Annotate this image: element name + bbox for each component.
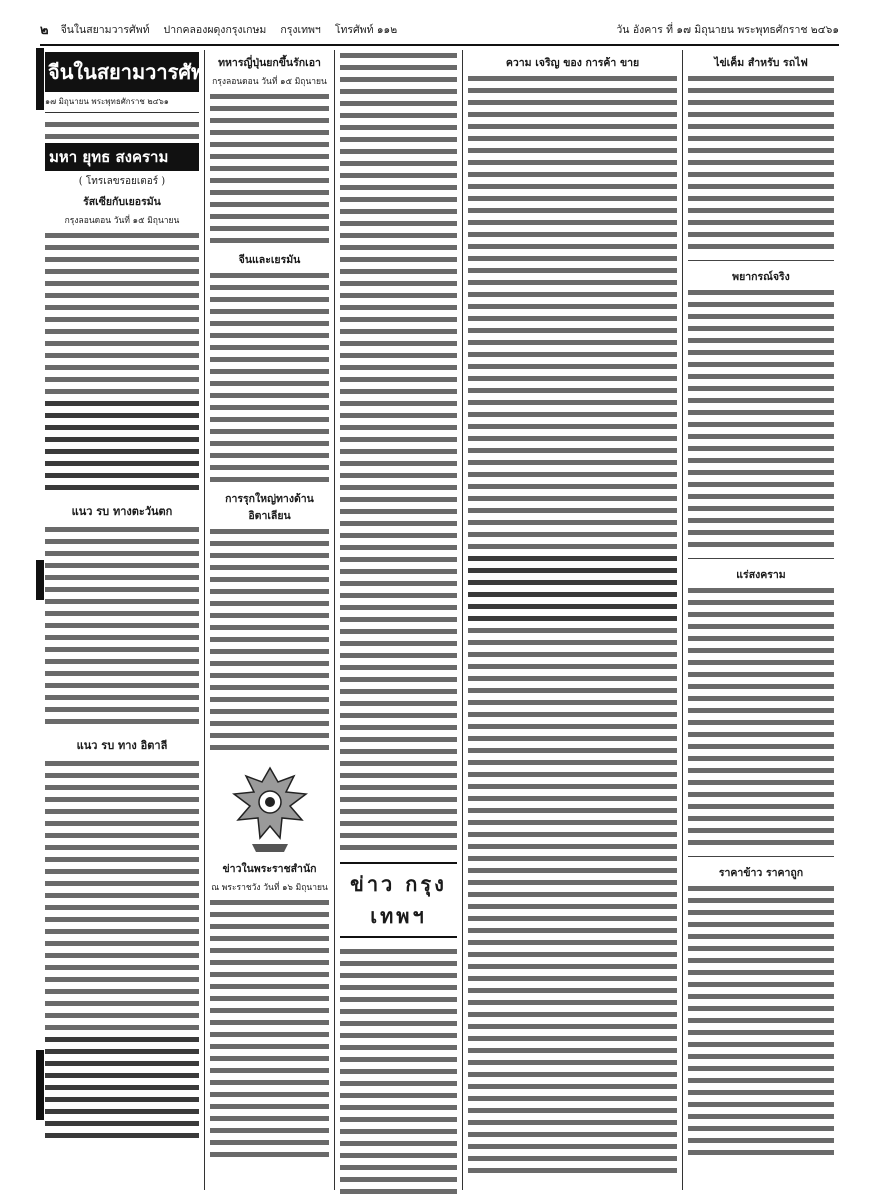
article-text <box>45 230 199 398</box>
article-text <box>468 553 677 625</box>
article-text <box>688 883 834 1159</box>
article-text <box>688 73 834 253</box>
headline-italy: การรุกใหญ่ทางด้าน อิตาเลียน <box>225 493 314 522</box>
article-text <box>340 50 457 854</box>
column-4 <box>462 50 682 1190</box>
article-text <box>210 91 329 247</box>
article-text <box>340 946 457 1198</box>
publisher-address: ปากคลองผดุงกรุงเกษม <box>163 23 267 36</box>
headline-railway: ไข่เค็ม สำหรับ รถไฟ <box>714 57 808 69</box>
headline-royal-court: ข่าวในพระราชสำนัก <box>222 863 317 875</box>
masthead-text <box>45 119 199 143</box>
headline-rice-price: ราคาข้าว ราคาถูก <box>718 867 804 879</box>
dateline-japan: กรุงลอนดอน วันที่ ๑๕ มิถุนายน <box>212 77 327 87</box>
article-text <box>45 1034 199 1142</box>
dateline-royal: ณ พระราชวัง วันที่ ๑๖ มิถุนายน <box>211 883 328 893</box>
columns <box>40 50 839 1190</box>
column-3 <box>334 50 462 1190</box>
column-5 <box>682 50 839 1190</box>
article-text <box>45 758 199 1034</box>
page-number: ๒ <box>40 22 49 38</box>
section-divider <box>688 856 834 857</box>
section-western-front: แนว รบ ทางตะวันตก <box>71 505 173 518</box>
article-text <box>45 398 199 494</box>
article-text <box>688 287 834 551</box>
article-text <box>210 897 329 1161</box>
nameplate: จีนในสยามวารศัพท์ <box>45 52 199 92</box>
running-masthead: จีนในสยามวารศัพท์ <box>60 23 150 36</box>
article-text <box>45 524 199 728</box>
column-2 <box>204 50 334 1190</box>
war-subtitle: ( โทรเลขรอยเตอร์ ) <box>78 176 166 187</box>
royal-emblem <box>210 760 329 856</box>
section-italian-front: แนว รบ ทาง อิตาลี <box>76 739 168 752</box>
article-text <box>210 270 329 486</box>
issue-date: วัน อังคาร ที่ ๑๗ มิถุนายน พระพุทธศักราช ๒๔๖๑ <box>616 23 839 36</box>
headline-prediction: พยากรณ์จริง <box>732 271 790 283</box>
garuda-emblem-icon <box>220 760 320 856</box>
city: กรุงเทพฯ <box>280 23 321 36</box>
telephone: โทรศัพท์ ๑๑๒ <box>334 23 398 36</box>
war-dateline: กรุงลอนดอน วันที่ ๑๕ มิถุนายน <box>64 216 180 226</box>
war-headline: รัสเซียกับเยอรมัน <box>83 196 161 208</box>
section-bangkok-news: ข่าว กรุง เทพฯ <box>340 862 457 938</box>
section-divider <box>688 260 834 261</box>
headline-trade: ความ เจริญ ของ การค้า ขาย <box>505 57 640 69</box>
article-text <box>688 585 834 849</box>
column-1 <box>40 50 218 1190</box>
article-text <box>210 526 329 754</box>
article-text <box>468 625 677 1177</box>
running-header <box>40 14 839 46</box>
headline-war-minerals: แร่สงคราม <box>736 569 786 581</box>
war-title: มหา ยุทธ สงคราม <box>45 143 199 171</box>
headline-japan: ทหารญี่ปุ่นยกขึ้นรักเอา <box>218 57 321 69</box>
article-text <box>468 73 677 553</box>
masthead-date: ๑๗ มิถุนายน พระพุทธศักราช ๒๔๖๑ <box>45 96 199 113</box>
headline-china: จีนและเยรมัน <box>238 254 301 266</box>
section-divider <box>688 558 834 559</box>
